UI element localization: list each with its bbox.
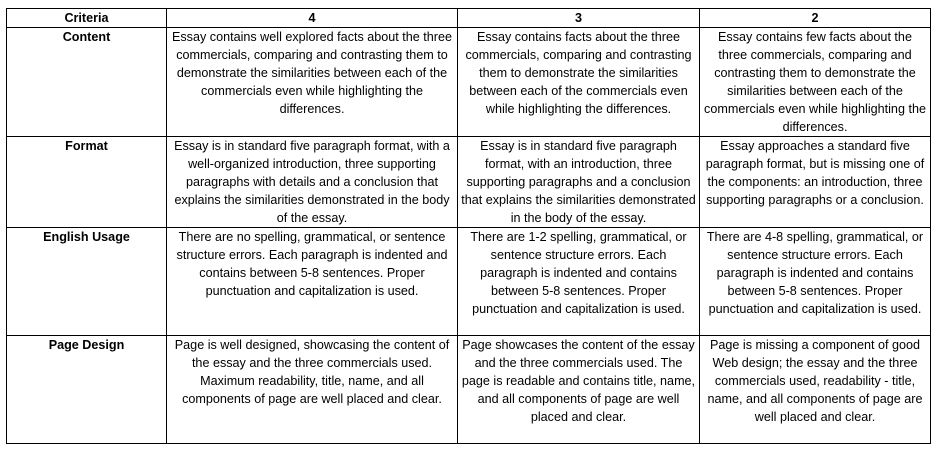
format-score-4: Essay is in standard five paragraph format, with a well-organized introduction, three supporting paragraphs with details and a conclusion that explains the similarities demonstrated in the body of the essay. <box>167 137 458 228</box>
rubric-body <box>7 28 931 444</box>
header-score-2: 2 <box>700 9 931 28</box>
table-row-page-design <box>7 336 931 444</box>
page-design-score-4: Page is well designed, showcasing the content of the essay and the three commercials used. Maximum readability, title, name, and all components of page are well placed and clear. <box>167 336 458 444</box>
criteria-label-english-usage: English Usage <box>7 228 167 336</box>
header-row <box>7 9 931 28</box>
content-score-3: Essay contains facts about the three commercials, comparing and contrasting them to demonstrate the similarities between each of the commercials even while highlighting the differences. <box>458 28 700 137</box>
rubric-header <box>7 9 931 28</box>
format-score-3: Essay is in standard five paragraph format, with an introduction, three supporting paragraphs and a conclusion that explains the similarities demonstrated in the body of the essay. <box>458 137 700 228</box>
header-criteria: Criteria <box>7 9 167 28</box>
page-design-score-2: Page is missing a component of good Web design; the essay and the three commercials used, readability - title, name, and all components of page are well placed and clear. <box>700 336 931 444</box>
header-score-3: 3 <box>458 9 700 28</box>
header-score-4: 4 <box>167 9 458 28</box>
content-score-4: Essay contains well explored facts about the three commercials, comparing and contrasting them to demonstrate the similarities between each of the commercials even while highlighting the differences. <box>167 28 458 137</box>
criteria-label-content: Content <box>7 28 167 137</box>
format-score-2: Essay approaches a standard five paragraph format, but is missing one of the components: an introduction, three supporting paragraphs or a conclusion. <box>700 137 931 228</box>
table-row-english-usage <box>7 228 931 336</box>
table-row-content <box>7 28 931 137</box>
content-score-2: Essay contains few facts about the three commercials, comparing and contrasting them to demonstrate the similarities between each of the commercials even while highlighting the differences. <box>700 28 931 137</box>
table-row-format <box>7 137 931 228</box>
criteria-label-page-design: Page Design <box>7 336 167 444</box>
english-usage-score-2: There are 4-8 spelling, grammatical, or sentence structure errors. Each paragraph is indented and contains between 5-8 sentences. Proper punctuation and capitalization is used. <box>700 228 931 336</box>
criteria-label-format: Format <box>7 137 167 228</box>
english-usage-score-4: There are no spelling, grammatical, or sentence structure errors. Each paragraph is indented and contains between 5-8 sentences. Proper punctuation and capitalization is used. <box>167 228 458 336</box>
page-design-score-3: Page showcases the content of the essay and the three commercials used. The page is readable and contains title, name, and all components of page are well placed and clear. <box>458 336 700 444</box>
english-usage-score-3: There are 1-2 spelling, grammatical, or sentence structure errors. Each paragraph is indented and contains between 5-8 sentences. Proper punctuation and capitalization is used. <box>458 228 700 336</box>
rubric-table <box>6 8 931 444</box>
